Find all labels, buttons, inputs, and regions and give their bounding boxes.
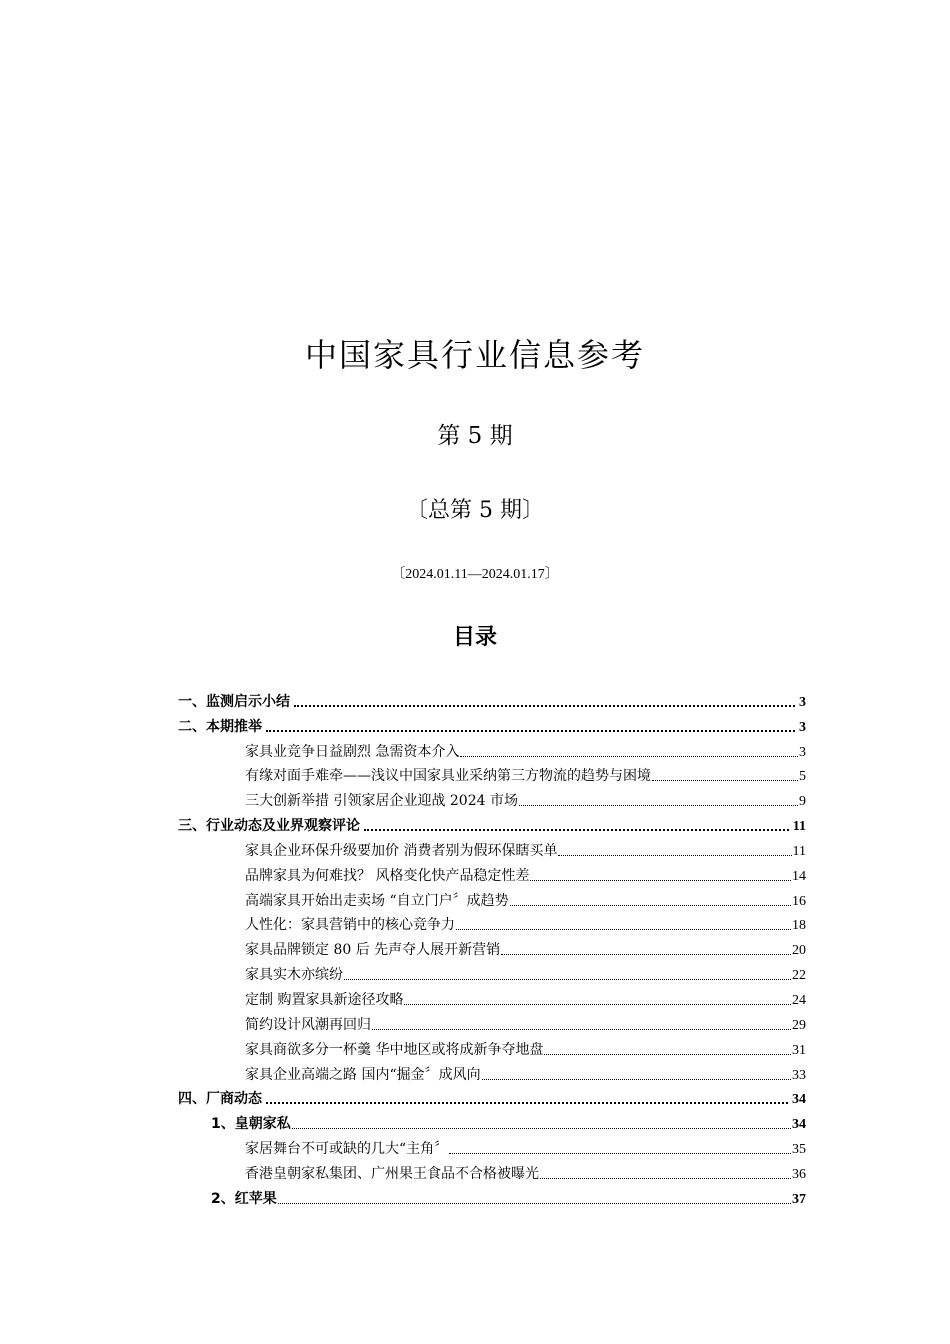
toc-entry[interactable] <box>178 934 806 959</box>
toc-dot-leader <box>501 954 791 955</box>
toc-dot-leader <box>456 929 791 930</box>
toc-entry-page: 24 <box>792 992 806 1008</box>
toc-entry-title: 三大创新举措 引领家居企业迎战 2024 市场 <box>245 793 518 810</box>
toc-entry[interactable] <box>178 860 806 885</box>
toc-entry-title: 高端家具开始出走卖场 “自立门户〞成趋势 <box>245 892 509 909</box>
toc-entry-page: 22 <box>792 968 806 984</box>
toc-dot-leader <box>266 1102 788 1104</box>
toc-entry[interactable] <box>178 1009 806 1034</box>
toc-entry-page: 37 <box>792 1191 806 1207</box>
toc-entry-title: 简约设计风潮再回归 <box>245 1016 371 1033</box>
toc-entry[interactable] <box>178 686 806 711</box>
toc-entry[interactable] <box>178 1034 806 1059</box>
toc-entry-title: 品牌家具为何难找？ 风格变化快产品稳定性差 <box>245 867 530 884</box>
toc-entry-title: 有缘对面手难牵——浅议中国家具业采纳第三方物流的趋势与困境 <box>245 768 651 785</box>
toc-entry-title: 三、行业动态及业界观察评论 <box>178 818 360 835</box>
toc-entry-page: 18 <box>792 918 806 934</box>
toc-heading: 目录 <box>452 625 497 650</box>
toc-entry-title: 家具业竞争日益剧烈 急需资本介入 <box>245 743 460 760</box>
toc-entry[interactable] <box>178 711 806 736</box>
toc-dot-leader <box>652 780 798 781</box>
toc-entry[interactable] <box>178 785 806 810</box>
toc-dot-leader <box>266 730 795 732</box>
toc-entry[interactable] <box>178 1133 806 1158</box>
toc-dot-leader <box>294 705 795 707</box>
toc-entry-title: 1、皇朝家私 <box>211 1116 291 1133</box>
toc-dot-leader <box>292 1128 791 1129</box>
toc-entry-page: 3 <box>799 744 806 760</box>
toc-entry-title: 家居舞台不可或缺的几大“主角〞 <box>245 1141 449 1158</box>
toc-dot-leader <box>449 1153 791 1154</box>
toc-entry[interactable] <box>178 1108 806 1133</box>
toc-entry-page: 3 <box>799 719 806 735</box>
toc-dot-leader <box>530 880 791 881</box>
toc-dot-leader <box>482 1079 791 1080</box>
toc-entry[interactable] <box>178 810 806 835</box>
document-title: 中国家具行业信息参考 <box>304 336 645 374</box>
toc-entry-page: 11 <box>792 819 806 835</box>
toc-entry-title: 人性化：家具营销中的核心竞争力 <box>245 917 455 934</box>
total-issue-number: 〔总第 5 期〕 <box>406 498 544 523</box>
toc-dot-leader <box>510 905 791 906</box>
toc-dot-leader <box>519 805 798 806</box>
toc-dot-leader <box>372 1029 791 1030</box>
toc-dot-leader <box>460 756 798 757</box>
toc-entry[interactable] <box>178 1084 806 1109</box>
toc-entry[interactable] <box>178 910 806 935</box>
table-of-contents <box>178 686 806 1208</box>
toc-entry-page: 3 <box>799 694 806 710</box>
toc-entry[interactable] <box>178 835 806 860</box>
toc-dot-leader <box>364 829 789 831</box>
toc-dot-leader <box>344 979 791 980</box>
toc-entry[interactable] <box>178 1158 806 1183</box>
toc-entry-title: 家具企业高端之路 国内“掘金〞成风向 <box>245 1066 481 1083</box>
toc-entry[interactable] <box>178 1183 806 1208</box>
toc-entry-page: 16 <box>792 893 806 909</box>
toc-entry-title: 2、红苹果 <box>211 1190 277 1207</box>
toc-entry-page: 5 <box>799 769 806 785</box>
toc-entry-page: 33 <box>792 1067 806 1083</box>
toc-entry-title: 香港皇朝家私集团、广州果王食品不合格被曝光 <box>245 1165 539 1182</box>
toc-entry-page: 34 <box>792 1092 806 1108</box>
toc-entry-title: 一、监测启示小结 <box>178 693 290 710</box>
toc-dot-leader <box>540 1178 791 1179</box>
toc-entry-page: 34 <box>792 1117 806 1133</box>
toc-entry-page: 11 <box>792 843 806 859</box>
toc-entry-page: 20 <box>792 943 806 959</box>
toc-entry-title: 二、本期推举 <box>178 718 262 735</box>
toc-entry[interactable] <box>178 885 806 910</box>
toc-entry-page: 14 <box>792 868 806 884</box>
toc-entry[interactable] <box>178 761 806 786</box>
toc-entry-page: 36 <box>792 1166 806 1182</box>
toc-entry-page: 29 <box>792 1017 806 1033</box>
toc-dot-leader <box>278 1203 791 1204</box>
toc-dot-leader <box>544 1054 791 1055</box>
date-range: 〔2024.01.11—2024.01.17〕 <box>391 567 559 582</box>
toc-entry-title: 定制 购置家具新途径攻略 <box>245 991 404 1008</box>
toc-entry[interactable] <box>178 1059 806 1084</box>
toc-entry[interactable] <box>178 736 806 761</box>
toc-entry[interactable] <box>178 984 806 1009</box>
toc-dot-leader <box>404 1004 791 1005</box>
toc-entry-page: 9 <box>799 794 806 810</box>
toc-entry-title: 家具企业环保升级要加价 消费者别为假环保瞎买单 <box>245 842 558 859</box>
toc-entry-title: 家具品牌锁定 80 后 先声夺人展开新营销 <box>245 942 501 959</box>
toc-entry-title: 四、厂商动态 <box>178 1091 262 1108</box>
toc-dot-leader <box>558 855 791 856</box>
toc-entry[interactable] <box>178 959 806 984</box>
toc-entry-page: 35 <box>792 1142 806 1158</box>
toc-entry-title: 家具商欲多分一杯羹 华中地区或将成新争夺地盘 <box>245 1041 544 1058</box>
issue-number: 第 5 期 <box>437 423 513 449</box>
toc-entry-title: 家具实木亦缤纷 <box>245 967 343 984</box>
toc-entry-page: 31 <box>792 1042 806 1058</box>
